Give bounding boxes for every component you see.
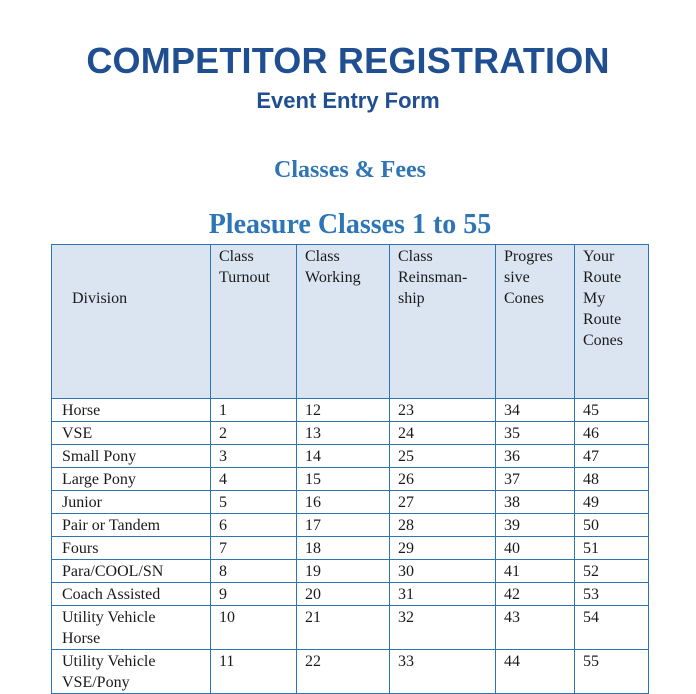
division-cell [52, 537, 211, 560]
table-row [52, 560, 649, 583]
progressive-cones-cell: 40 [496, 537, 575, 560]
progressive-cones-cell: 43 [496, 606, 575, 650]
progressive-cones-cell: 35 [496, 422, 575, 445]
your-route-cell: 51 [575, 537, 649, 560]
table-row [52, 468, 649, 491]
column-header-your-route [575, 245, 649, 399]
working-cell: 14 [297, 445, 390, 468]
column-header-text: Cones [504, 290, 544, 307]
table-row [52, 583, 649, 606]
table-row [52, 537, 649, 560]
progressive-cones-cell: 37 [496, 468, 575, 491]
working-cell: 17 [297, 514, 390, 537]
column-header-text: My [583, 290, 606, 307]
column-header-text: Class [305, 248, 340, 265]
column-header-text: Class [398, 248, 433, 265]
classes-table [51, 244, 649, 694]
reinsmanship-cell: 26 [390, 468, 496, 491]
column-header-text: ship [398, 290, 425, 307]
table-row [52, 445, 649, 468]
working-cell: 18 [297, 537, 390, 560]
division-cell [52, 650, 211, 694]
progressive-cones-cell: 41 [496, 560, 575, 583]
reinsmanship-cell: 29 [390, 537, 496, 560]
your-route-cell: 54 [575, 606, 649, 650]
working-cell: 22 [297, 650, 390, 694]
column-header-text: Division [72, 289, 128, 307]
progressive-cones-cell: 34 [496, 399, 575, 422]
turnout-cell: 10 [211, 606, 297, 650]
column-header-text: Your [583, 248, 615, 265]
working-cell: 13 [297, 422, 390, 445]
working-cell: 20 [297, 583, 390, 606]
column-header-text: sive [504, 269, 530, 286]
division-text: Horse [62, 630, 101, 647]
table-row [52, 399, 649, 422]
division-cell [52, 583, 211, 606]
your-route-cell: 45 [575, 399, 649, 422]
turnout-cell: 4 [211, 468, 297, 491]
form-subtitle: Event Entry Form [256, 88, 440, 113]
division-text: Utility Vehicle [62, 653, 156, 670]
column-header-progressive-cones [496, 245, 575, 399]
turnout-cell: 1 [211, 399, 297, 422]
reinsmanship-cell: 30 [390, 560, 496, 583]
column-header-turnout [211, 245, 297, 399]
progressive-cones-cell: 39 [496, 514, 575, 537]
division-text: VSE [62, 425, 93, 442]
division-cell [52, 399, 211, 422]
division-cell [52, 445, 211, 468]
form-title: COMPETITOR REGISTRATION [86, 40, 610, 81]
your-route-cell: 49 [575, 491, 649, 514]
column-header-text: Route [583, 269, 622, 286]
reinsmanship-cell: 23 [390, 399, 496, 422]
division-text: Pair or Tandem [62, 517, 161, 534]
reinsmanship-cell: 28 [390, 514, 496, 537]
division-text: Fours [62, 540, 99, 557]
progressive-cones-cell: 36 [496, 445, 575, 468]
turnout-cell: 6 [211, 514, 297, 537]
turnout-cell: 8 [211, 560, 297, 583]
progressive-cones-cell: 44 [496, 650, 575, 694]
turnout-cell: 7 [211, 537, 297, 560]
table-row [52, 422, 649, 445]
table-row [52, 650, 649, 694]
your-route-cell: 50 [575, 514, 649, 537]
column-header-text: Turnout [219, 269, 270, 286]
turnout-cell: 9 [211, 583, 297, 606]
reinsmanship-cell: 24 [390, 422, 496, 445]
column-header-text: Cones [583, 332, 623, 349]
reinsmanship-cell: 25 [390, 445, 496, 468]
working-cell: 15 [297, 468, 390, 491]
table-title: Pleasure Classes 1 to 55 [208, 209, 492, 240]
turnout-cell: 5 [211, 491, 297, 514]
division-cell [52, 422, 211, 445]
column-header-text: Route [583, 311, 622, 328]
division-cell [52, 606, 211, 650]
table-row [52, 606, 649, 650]
reinsmanship-cell: 33 [390, 650, 496, 694]
division-text: Para/COOL/SN [62, 563, 164, 580]
table-header-row [52, 245, 649, 399]
reinsmanship-cell: 31 [390, 583, 496, 606]
division-text: Horse [62, 402, 101, 419]
your-route-cell: 52 [575, 560, 649, 583]
section-heading: Classes & Fees [274, 157, 426, 183]
your-route-cell: 48 [575, 468, 649, 491]
turnout-cell: 3 [211, 445, 297, 468]
your-route-cell: 53 [575, 583, 649, 606]
working-cell: 21 [297, 606, 390, 650]
division-text: Coach Assisted [62, 586, 161, 603]
division-text: Large Pony [62, 471, 136, 488]
column-header-text: Working [305, 269, 361, 286]
division-text: Junior [62, 494, 102, 511]
reinsmanship-cell: 27 [390, 491, 496, 514]
progressive-cones-cell: 38 [496, 491, 575, 514]
column-header-text: Class [219, 248, 254, 265]
column-header-text: Reinsman- [398, 269, 468, 286]
column-header-text: Progres [504, 248, 553, 265]
working-cell: 12 [297, 399, 390, 422]
table-row [52, 491, 649, 514]
your-route-cell: 46 [575, 422, 649, 445]
turnout-cell: 11 [211, 650, 297, 694]
division-text: VSE/Pony [62, 674, 130, 691]
division-cell [52, 514, 211, 537]
turnout-cell: 2 [211, 422, 297, 445]
column-header-working [297, 245, 390, 399]
your-route-cell: 47 [575, 445, 649, 468]
division-cell [52, 491, 211, 514]
progressive-cones-cell: 42 [496, 583, 575, 606]
reinsmanship-cell: 32 [390, 606, 496, 650]
division-text: Small Pony [62, 448, 137, 465]
working-cell: 19 [297, 560, 390, 583]
column-header-division [52, 245, 211, 399]
working-cell: 16 [297, 491, 390, 514]
table-body [52, 399, 649, 694]
division-text: Utility Vehicle [62, 609, 156, 626]
table-row [52, 514, 649, 537]
your-route-cell: 55 [575, 650, 649, 694]
division-cell [52, 560, 211, 583]
column-header-reinsmanship [390, 245, 496, 399]
division-cell [52, 468, 211, 491]
